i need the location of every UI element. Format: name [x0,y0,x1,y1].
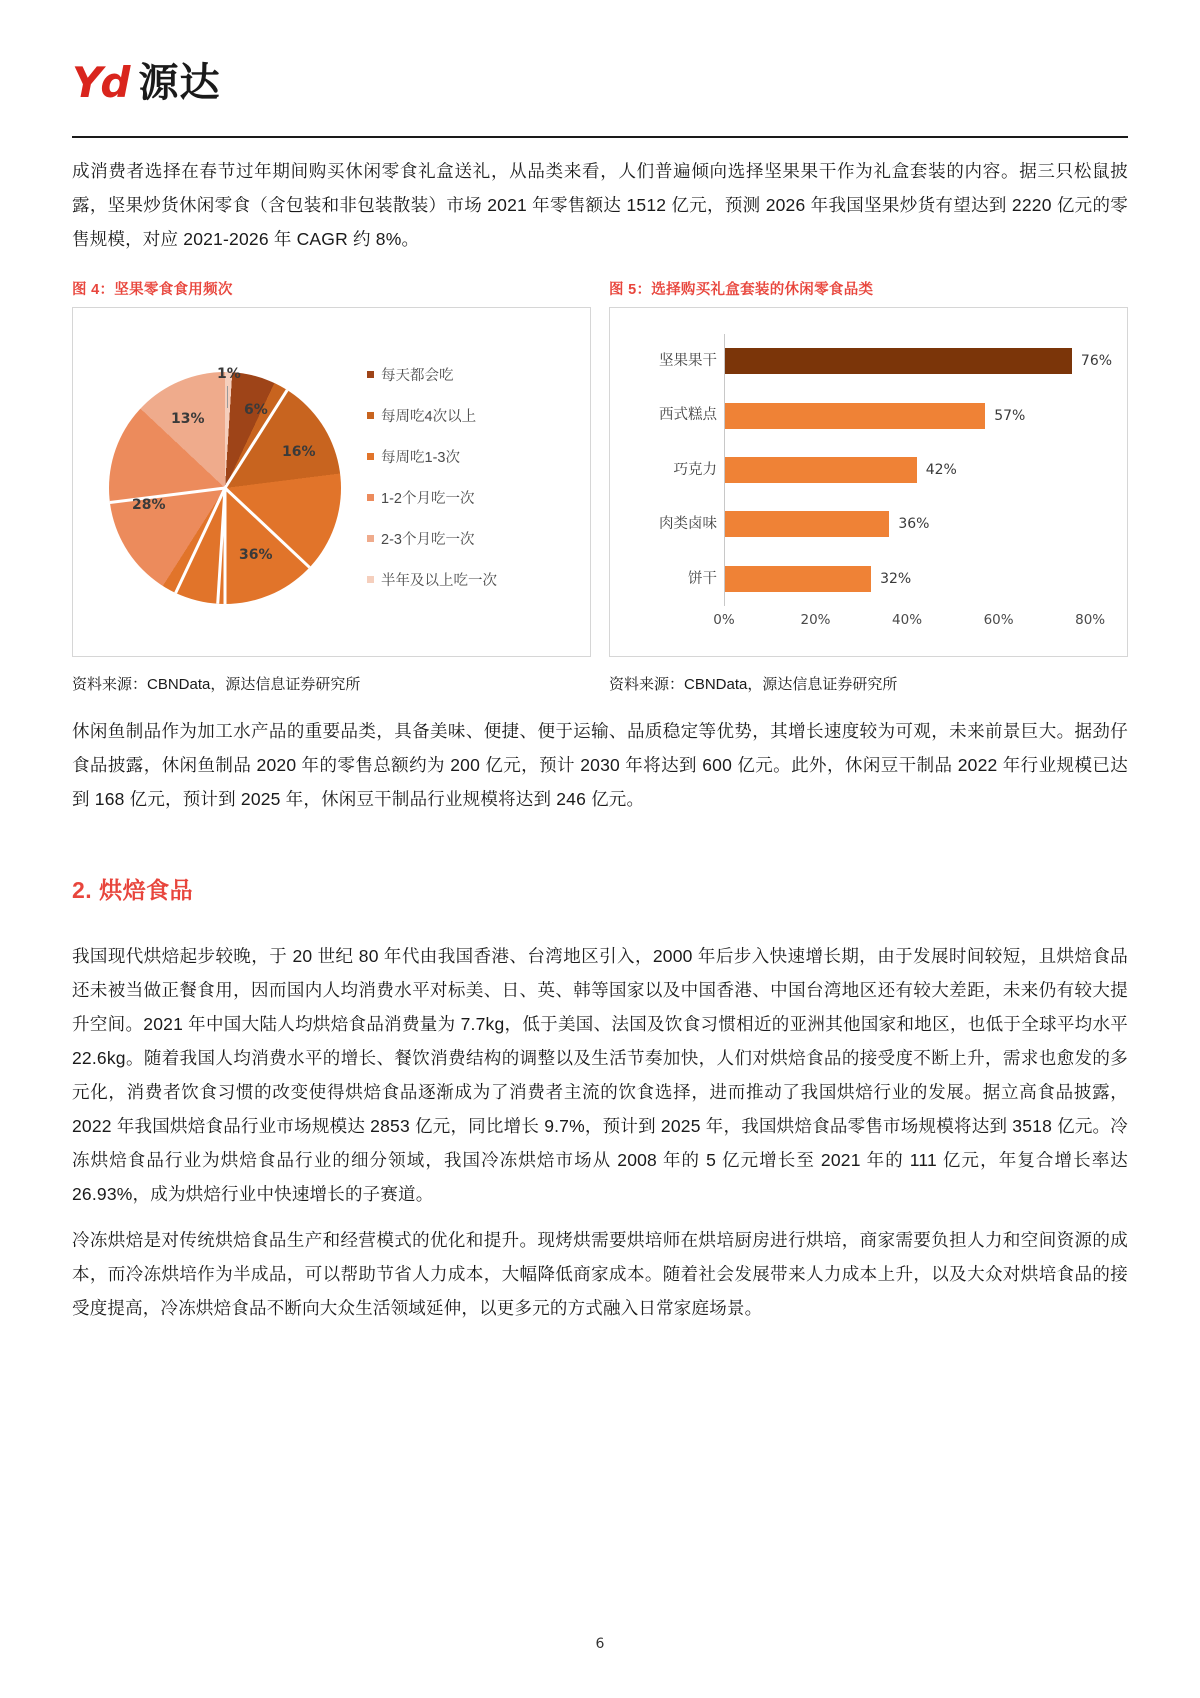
bar-value-label: 36% [898,516,930,533]
x-axis-tick-label: 80% [1075,612,1106,628]
pie-slice-separators [109,372,341,604]
bar-row [659,497,1113,551]
sources-row [72,673,1128,694]
pie-disc [109,372,341,604]
bar-category-label: 西式糕点 [659,407,717,424]
figure-right [609,278,1128,657]
pie-label-16pct: 16% [282,444,316,460]
fish-paragraph: 休闲鱼制品作为加工水产品的重要品类，具备美味、便捷、便于运输、品质稳定等优势，其增长速度较为可观，未来前景巨大。据劲仔食品披露，休闲鱼制品 2020 年的零售总额约为 200 亿元，预计 2030 年将达到 600 亿元。此外，休闲豆干制品 2022 年行业规模已达到 168 亿元，预计到 2025 年，休闲豆干制品行业规模将达到 246 亿元。 [72,721,1128,809]
pie-label-28pct: 28% [132,497,166,513]
figures-row [72,278,1128,657]
figure-4-chart [72,307,591,657]
fish-block [72,694,1128,816]
legend-label: 1-2个月吃一次 [381,491,475,507]
legend-label: 每周吃1-3次 [381,450,460,466]
figure-4-title: 图 4：坚果零食食用频次 [72,282,233,298]
bar-fill[interactable] [725,511,889,537]
figure-5-title: 图 5：选择购买礼盒套装的休闲零食品类 [609,282,874,298]
pie-label-1pct: 1% [217,366,241,382]
legend-item-1[interactable] [367,395,563,436]
figure-5-source: 资料来源：CBNData，源达信息证券研究所 [609,676,898,693]
figure-left [72,278,591,657]
intro-block [72,138,1128,256]
legend-swatch-icon [367,412,374,419]
x-axis-tick-label: 0% [713,612,735,628]
bar-row [659,388,1113,442]
bar-category-label: 肉类卤味 [659,516,717,533]
bar-chart [632,334,1113,642]
x-axis-tick-label: 20% [800,612,831,628]
bar-row [673,443,1113,497]
bar-category-label: 巧克力 [673,461,717,478]
figure-5-chart [609,307,1128,657]
pie-leader-1pct [227,386,228,408]
bar-row [659,334,1113,388]
bar-category-label: 坚果果干 [659,352,717,369]
logo-name: 源达 [138,61,221,105]
baking-paragraph-2: 冷冻烘焙是对传统烘焙食品生产和经营模式的优化和提升。现烤烘需要烘培师在烘培厨房进行烘培，商家需要负担人力和空间资源的成本，而冷冻烘培作为半成品，可以帮助节省人力成本，大幅降低商家成本。随着社会发展带来人力成本上升，以及大众对烘培食品的接受度提高，冷冻烘焙食品不断向大众生活领域延伸，以更多元的方式融入日常家庭场景。 [72,1230,1128,1318]
legend-item-4[interactable] [367,518,563,559]
bar-value-label: 42% [925,461,957,478]
bar-fill[interactable] [725,348,1072,374]
pie-label-13pct: 13% [171,411,205,427]
bar-fill[interactable] [725,403,985,429]
company-logo [72,58,1200,107]
pie-label-36pct: 36% [239,547,273,563]
bar-category-label: 饼干 [688,570,717,587]
bar-value-label: 76% [1080,353,1113,370]
legend-item-2[interactable] [367,436,563,477]
bar-fill[interactable] [725,457,917,483]
legend-swatch-icon [367,494,374,501]
intro-paragraph: 成消费者选择在春节过年期间购买休闲零食礼盒送礼，从品类来看，人们普遍倾向选择坚果果干作为礼盒套装的内容。据三只松鼠披露，坚果炒货休闲零食（含包装和非包装散装）市场 2021 年零售额达 1512 亿元，预测 2026 年我国坚果炒货有望达到 2220 亿元的零售规模，对应 2021-2026 年 CAGR 约 8%。 [72,161,1128,249]
pie-legend [367,354,563,600]
pie-chart [99,344,569,634]
legend-swatch-icon [367,371,374,378]
bar-x-axis [713,606,1113,630]
legend-label: 每天都会吃 [381,368,454,384]
logo-mark: Yd [72,58,129,107]
bar-row [688,552,1113,606]
baking-paragraph-1: 我国现代烘焙起步较晚，于 20 世纪 80 年代由我国香港、台湾地区引入，2000 年后步入快速增长期，由于发展时间较短，且烘焙食品还未被当做正餐食用，因而国内人均消费水平对标美、日、英、韩等国家以及中国香港、中国台湾地区还有较大差距，未来仍有较大提升空间。2021 年中国大陆人均烘焙食品消费量为 7.7kg，低于美国、法国及饮食习惯相近的亚洲其他国家和地区，也低于全球平均水平 22.6kg。随着我国人均消费水平的增长、餐饮消费结构的调整以及生活节奏加快，人们对烘焙食品的接受度不断上升，需求也愈发的多元化，消费者饮食习惯的改变使得烘焙食品逐渐成为了消费者主流的饮食选择，进而推动了我国烘焙行业的发展。据立高食品披露，2022 年我国烘焙食品行业市场规模达 2853 亿元，同比增长 9.7%，预计到 2025 年，我国烘焙食品零售市场规模将达到 3518 亿元。冷冻烘焙食品行业为烘焙食品行业的细分领域，我国冷冻烘焙市场从 2008 年的 5 亿元增长至 2021 年的 111 亿元，年复合增长率达 26.93%，成为烘焙行业中快速增长的子赛道。 [72,946,1128,1204]
page-header [0,0,1200,128]
legend-item-5[interactable] [367,559,563,600]
legend-item-0[interactable] [367,354,563,395]
legend-item-3[interactable] [367,477,563,518]
legend-swatch-icon [367,453,374,460]
x-axis-tick-label: 40% [892,612,923,628]
legend-swatch-icon [367,535,374,542]
legend-swatch-icon [367,576,374,583]
bar-value-label: 32% [880,570,912,587]
baking-block [72,905,1128,1325]
bar-plot-area [659,334,1113,606]
legend-label: 2-3个月吃一次 [381,532,475,548]
legend-label: 每周吃4次以上 [381,409,477,425]
bar-value-label: 57% [994,407,1026,424]
figure-4-source: 资料来源：CBNData，源达信息证券研究所 [72,676,361,693]
x-axis-tick-label: 60% [983,612,1014,628]
pie-label-6pct: 6% [244,402,268,418]
legend-label: 半年及以上吃一次 [381,573,497,589]
page-number: 6 [595,1636,605,1652]
pie-separator [110,487,225,505]
bar-fill[interactable] [725,566,871,592]
section-heading-baking: 2. 烘焙食品 [72,877,194,903]
